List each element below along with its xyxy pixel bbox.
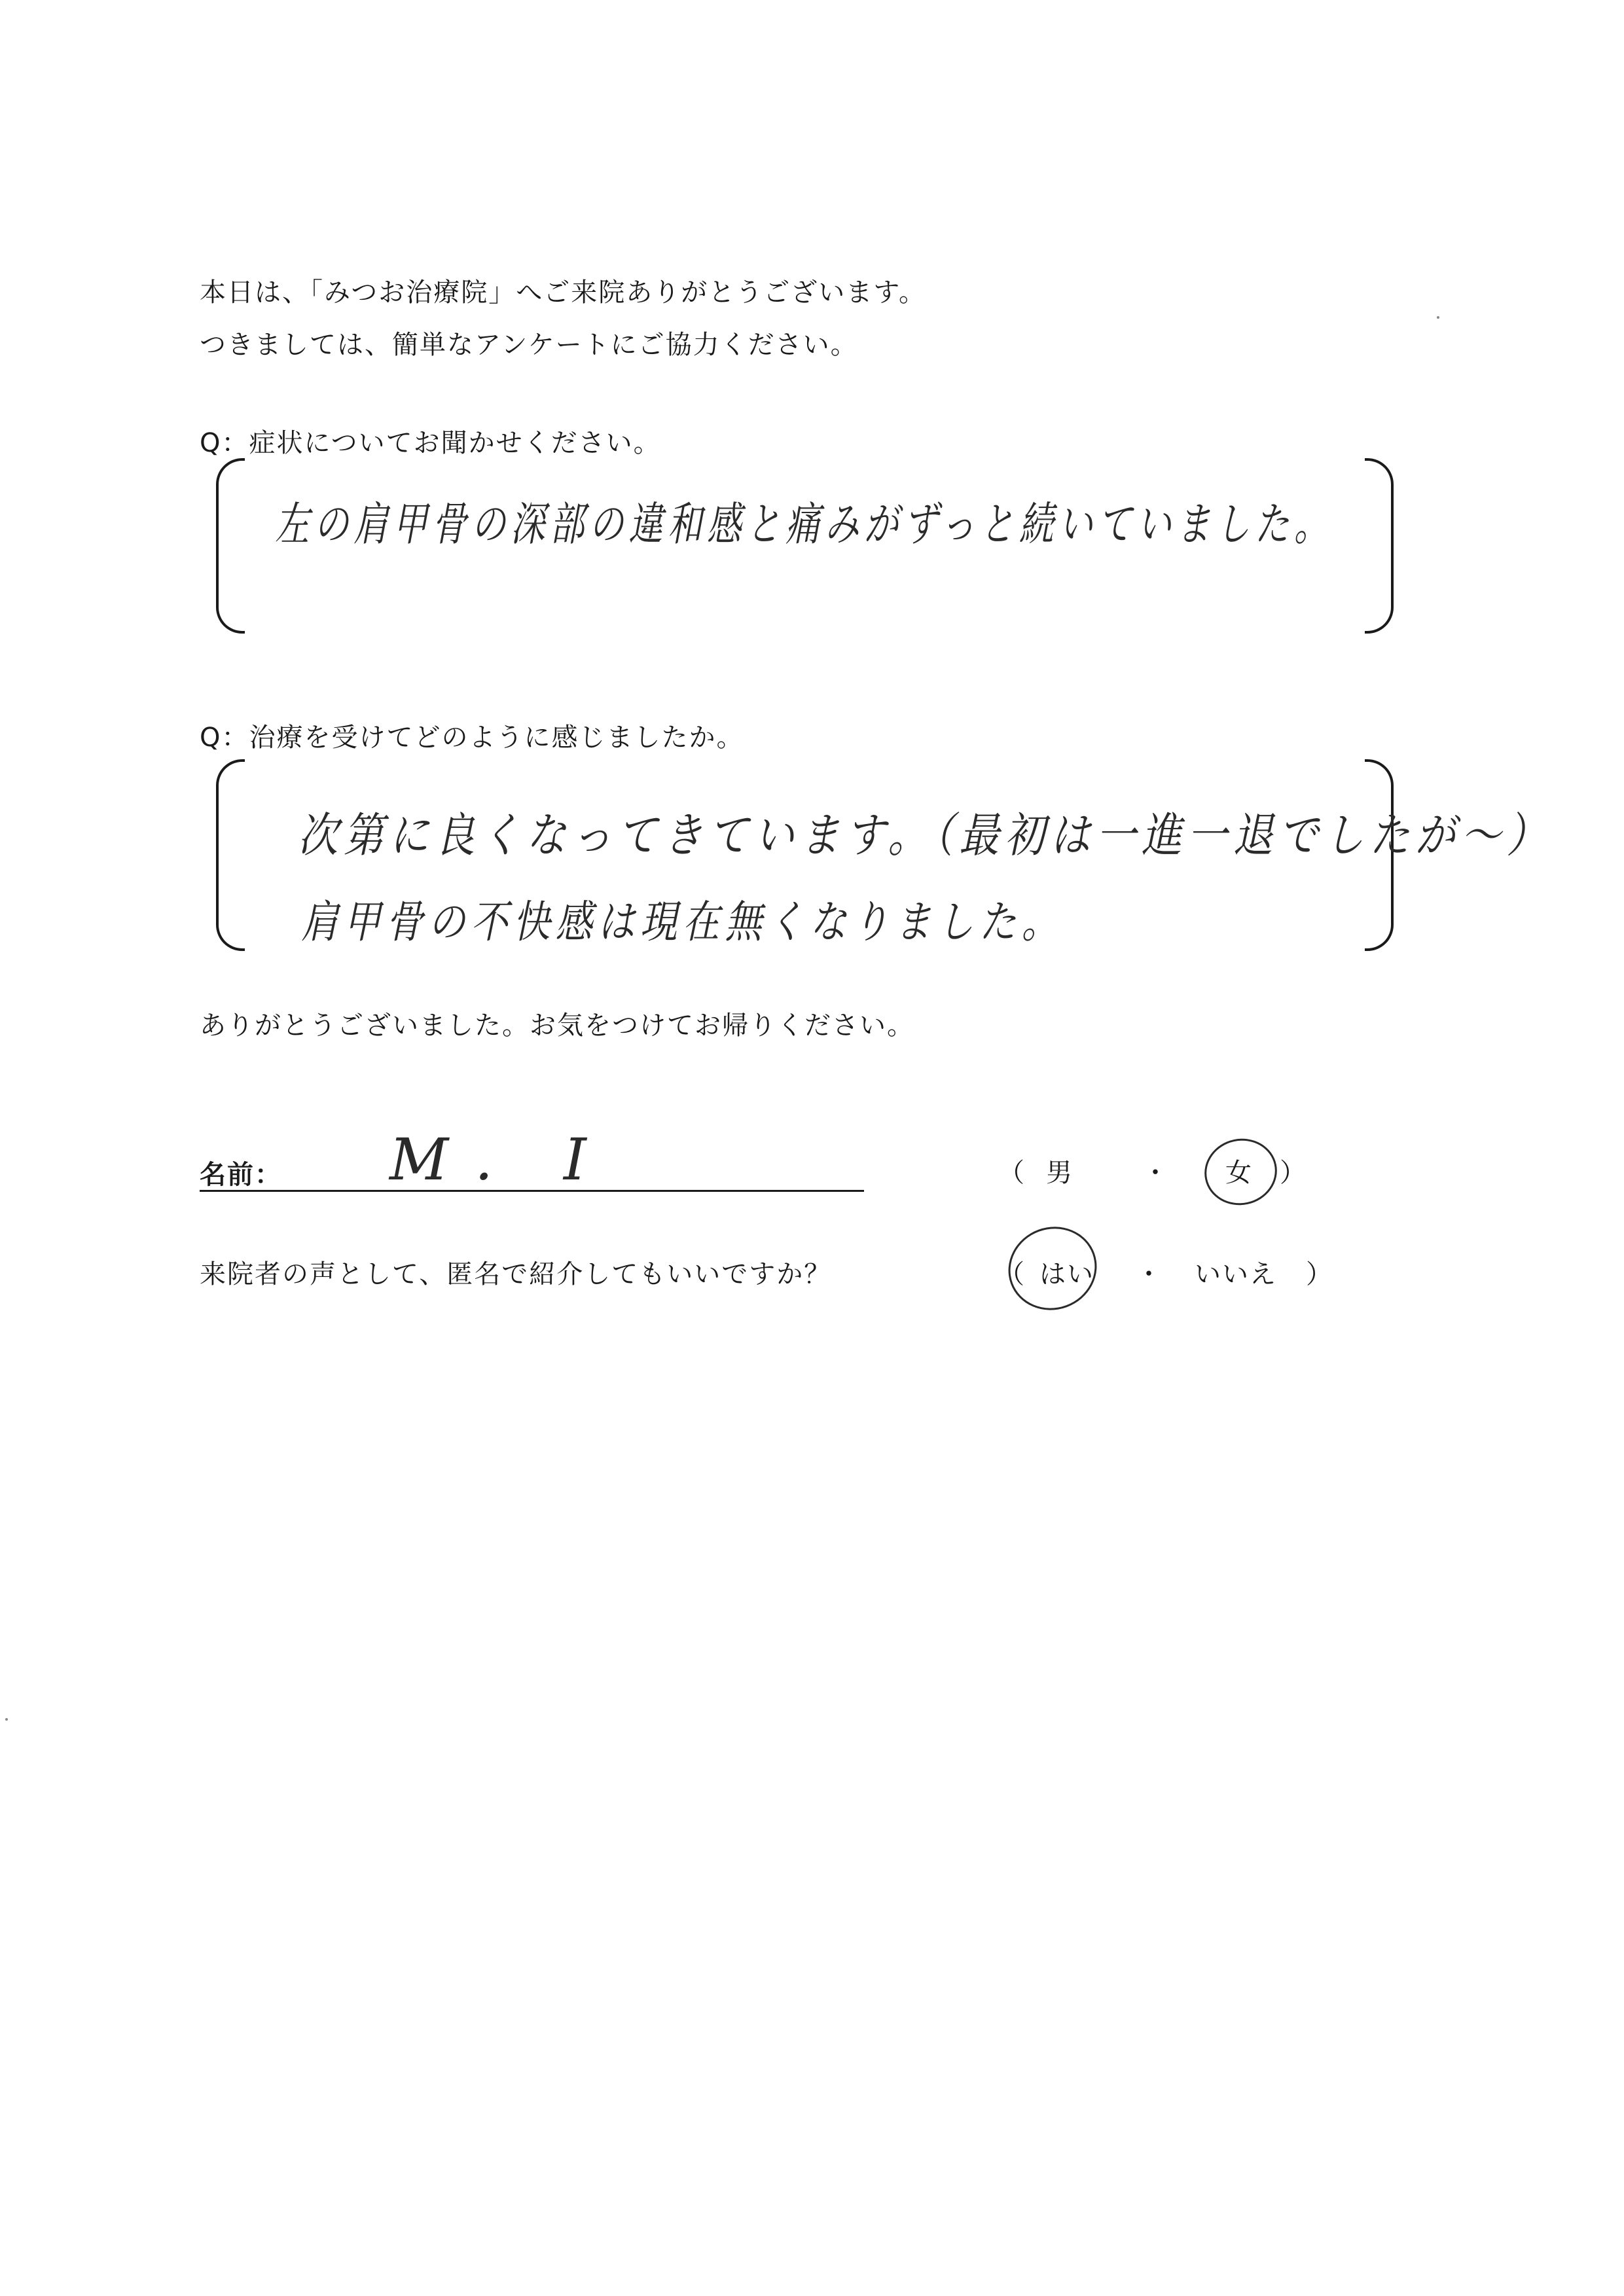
intro-line-2: つきましては、簡単なアンケートにご協力ください。 (200, 330, 858, 360)
name-value: M. I (389, 1126, 613, 1193)
consent-close-paren: ） (1306, 1259, 1333, 1289)
consent-open-paren: （ (998, 1259, 1026, 1289)
intro-line-1: 本日は、「みつお治療院」へご来院ありがとうございます。 (200, 278, 926, 308)
consent-question: 来院者の声として、匿名で紹介してもいいですか？ (200, 1259, 832, 1289)
answer-symptoms: 左の肩甲骨の深部の違和感と痛みがずっと続いていました。 (275, 497, 1333, 551)
question-treatment-feeling: Q：治療を受けてどのように感じましたか。 (200, 723, 744, 753)
gender-open-paren: （ (998, 1158, 1026, 1188)
gender-separator: ・ (1142, 1158, 1170, 1188)
consent-separator: ・ (1136, 1259, 1163, 1289)
consent-no: いいえ (1195, 1259, 1277, 1289)
consent-selected-circle (997, 1215, 1109, 1323)
closing-thanks: ありがとうございました。お気をつけてお帰りください。 (200, 1011, 914, 1041)
answer-treatment-line-1: 次第に良くなってきています。（最初は一進一退でしたが〜） (298, 808, 1553, 863)
question-symptoms: Q：症状についてお聞かせください。 (200, 428, 661, 458)
gender-male: 男 (1046, 1158, 1074, 1188)
answer-bracket-right (1365, 458, 1394, 634)
answer-bracket-left (216, 759, 245, 951)
gender-female: 女 (1225, 1158, 1253, 1188)
gender-selected-circle (1199, 1132, 1284, 1212)
scan-speck (5, 1718, 8, 1721)
scan-speck (1437, 316, 1439, 319)
name-label: 名前： (200, 1160, 282, 1190)
answer-bracket-left (216, 458, 245, 634)
answer-treatment-line-2: 肩甲骨の不快感は現在無くなりました。 (301, 897, 1064, 948)
consent-yes: はい (1039, 1259, 1094, 1289)
gender-close-paren: ） (1280, 1158, 1307, 1188)
